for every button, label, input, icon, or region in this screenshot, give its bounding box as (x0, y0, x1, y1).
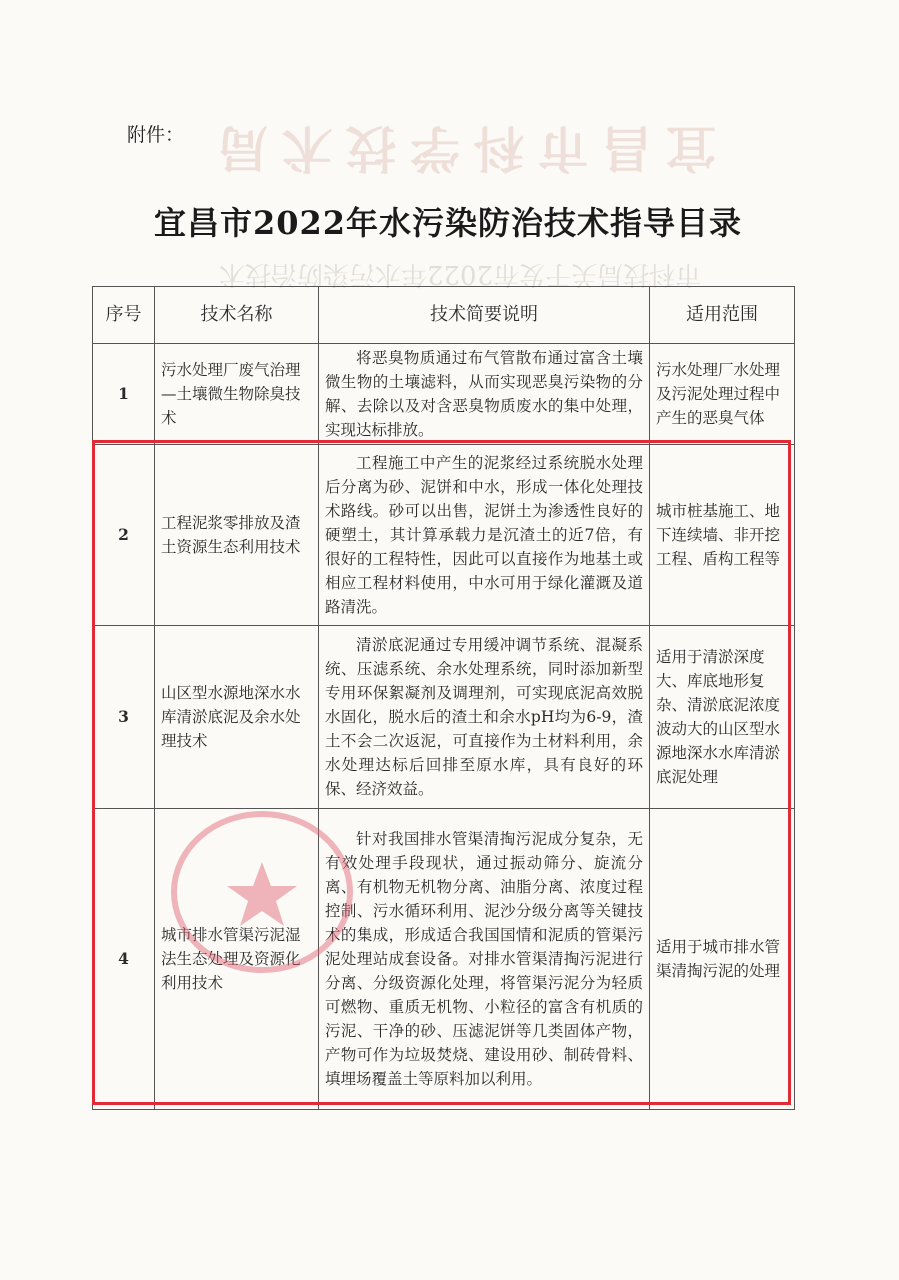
technology-description: 清淤底泥通过专用缓冲调节系统、混凝系统、压滤系统、余水处理系统，同时添加新型专用环保絮凝剂及调理剂，可实现底泥高效脱水固化，脱水后的渣土和余水pH均为6-9，渣土不会二次返泥，可直接作为土材料利用，余水处理达标后回排至原水库，具有良好的环保、经济效益。 (319, 626, 650, 809)
column-header-description: 技术简要说明 (319, 287, 650, 344)
applicable-scope: 适用于清淤深度大、库底地形复杂、清淤底泥浓度波动大的山区型水源地深水水库清淤底泥处理 (650, 626, 795, 809)
row-number: 1 (93, 344, 155, 445)
column-header-name: 技术名称 (155, 287, 319, 344)
technology-name: 工程泥浆零排放及渣土资源生态利用技术 (155, 445, 319, 626)
page-title: 宜昌市2022年水污染防治技术指导目录 (153, 204, 743, 242)
column-header-scope: 适用范围 (650, 287, 795, 344)
table-row (93, 809, 795, 1110)
table-row (93, 445, 795, 626)
row-number: 4 (93, 809, 155, 1110)
bleed-through-title: 宜昌市科学技术局 (204, 119, 716, 178)
attachment-label: 附件： (127, 124, 185, 146)
applicable-scope: 适用于城市排水管渠清掏污泥的处理 (650, 809, 795, 1110)
technology-name: 山区型水源地深水水库清淤底泥及余水处理技术 (155, 626, 319, 809)
row-number: 2 (93, 445, 155, 626)
table-header-row (93, 287, 795, 344)
technology-description: 将恶臭物质通过布气管散布通过富含土壤微生物的土壤滤料，从而实现恶臭污染物的分解、去除以及对含恶臭物质废水的集中处理，实现达标排放。 (319, 344, 650, 445)
technology-description: 针对我国排水管渠清掏污泥成分复杂，无有效处理手段现状，通过振动筛分、旋流分离、有机物无机物分离、油脂分离、浓度过程控制、污水循环利用、泥沙分级分离等关键技术的集成，形成适合我国国情和泥质的管渠污泥处理站成套设备。对排水管渠清掏污泥进行分离、分级资源化处理，将管渠污泥分为轻质可燃物、重质无机物、小粒径的富含有机质的污泥、干净的砂、压滤泥饼等几类固体产物，产物可作为垃圾焚烧、建设用砂、制砖骨料、填埋场覆盖土等原料加以利用。 (319, 809, 650, 1110)
bleed-through-subtitle: 市科技局关于发布2022年水污染防治技术 (218, 259, 702, 289)
technology-description: 工程施工中产生的泥浆经过系统脱水处理后分离为砂、泥饼和中水，形成一体化处理技术路线。砂可以出售，泥饼土为渗透性良好的硬塑土，其计算承载力是沉渣土的近7倍，有很好的工程特性，因此可以直接作为地基土或相应工程材料使用，中水可用于绿化灌溉及道路清洗。 (319, 445, 650, 626)
technology-name: 城市排水管渠污泥湿法生态处理及资源化利用技术 (155, 809, 319, 1110)
technology-name: 污水处理厂废气治理—土壤微生物除臭技术 (155, 344, 319, 445)
column-header-number: 序号 (93, 287, 155, 344)
technology-catalog-table (92, 286, 795, 1110)
applicable-scope: 城市桩基施工、地下连续墙、非开挖工程、盾构工程等 (650, 445, 795, 626)
table-row (93, 344, 795, 445)
table-row (93, 626, 795, 809)
row-number: 3 (93, 626, 155, 809)
applicable-scope: 污水处理厂水处理及污泥处理过程中产生的恶臭气体 (650, 344, 795, 445)
